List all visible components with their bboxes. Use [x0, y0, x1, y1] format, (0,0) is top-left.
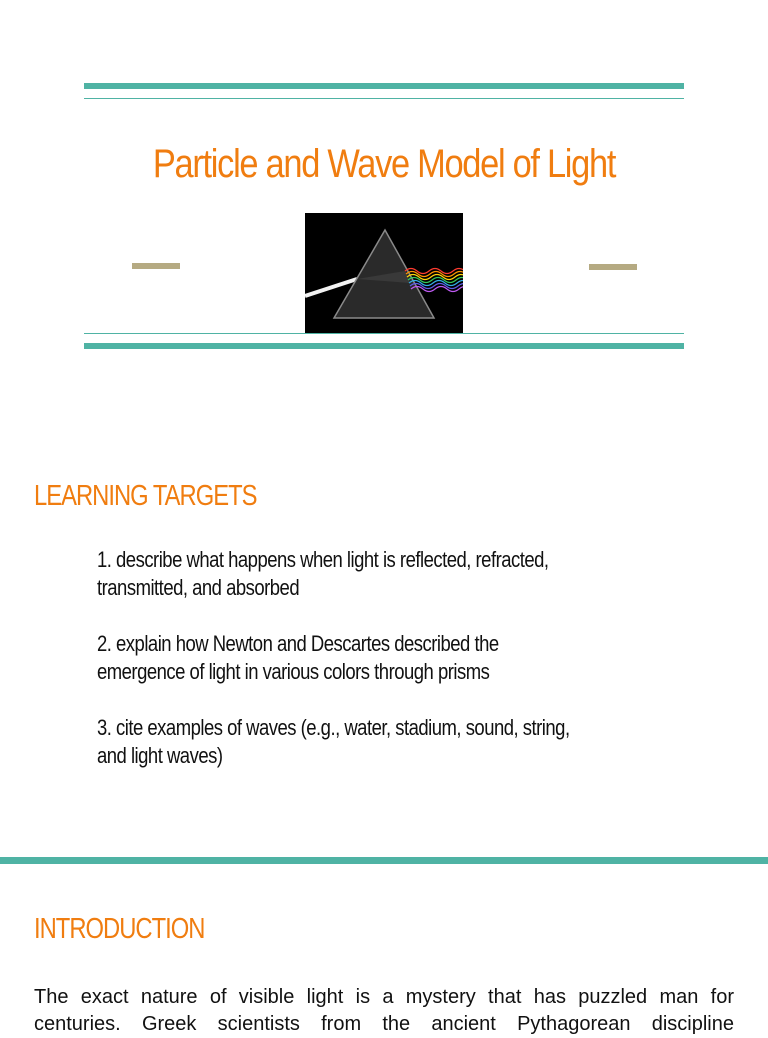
learning-target-line: 3. cite examples of waves (e.g., water, stadium, sound, string,: [97, 715, 570, 740]
top-thick-rule: [84, 83, 684, 89]
learning-target-line: and light waves): [97, 743, 223, 768]
bottom-thick-rule: [84, 343, 684, 349]
right-accent-dash: [589, 264, 637, 270]
learning-target-line: 1. describe what happens when light is reflected, refracted,: [97, 547, 549, 572]
learning-target-item: [97, 714, 635, 770]
top-thin-rule: [84, 98, 684, 99]
introduction-paragraph: [34, 984, 734, 1038]
learning-target-line: emergence of light in various colors through prisms: [97, 659, 490, 684]
learning-target-item: [97, 630, 635, 686]
introduction-line: centuries. Greek scientists from the ancient Pythagorean discipline: [34, 1013, 734, 1035]
learning-target-line: 2. explain how Newton and Descartes described the: [97, 631, 499, 656]
left-accent-dash: [132, 263, 180, 269]
page-title: Particle and Wave Model of Light: [152, 142, 616, 186]
learning-targets-heading: LEARNING TARGETS: [34, 480, 257, 512]
prism-dispersion-image: [305, 213, 463, 333]
bottom-thin-rule: [84, 333, 684, 334]
prism-icon: [305, 213, 463, 333]
learning-target-item: [97, 546, 635, 602]
section-divider: [0, 857, 768, 864]
introduction-heading: INTRODUCTION: [34, 913, 205, 945]
introduction-line: The exact nature of visible light is a mystery that has puzzled man for: [34, 986, 734, 1008]
learning-target-line: transmitted, and absorbed: [97, 575, 300, 600]
